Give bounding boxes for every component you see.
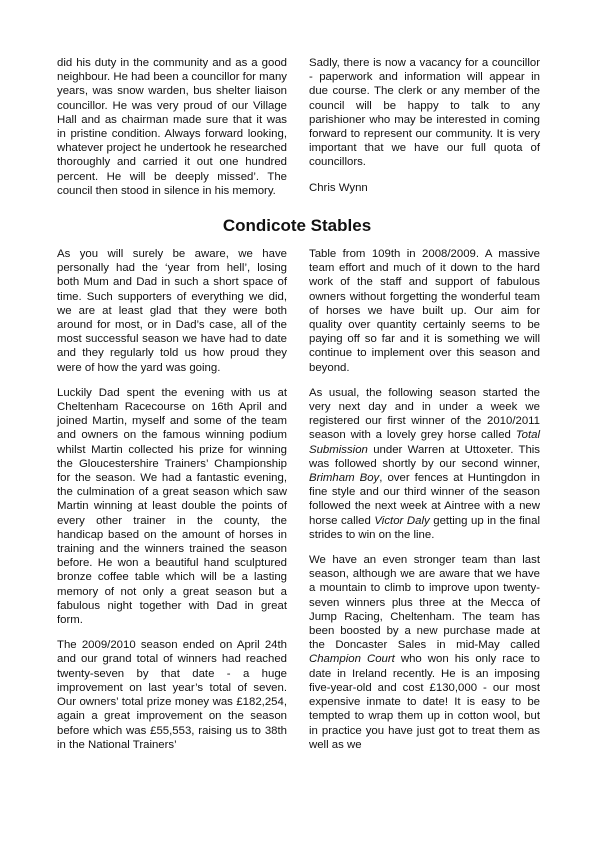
horse-name: Brimham Boy xyxy=(309,472,380,485)
new-season-paragraph: As usual, the following season started the very next day and in under a week we registered our first winner of the 2010/2011 season with a lovely grey horse called Total Submission under Warren at Uttoxeter. This was followed shortly by our second winner, Brimham Boy, over fences at Huntingdon in fine style and our third winner of the season followed the next week at Aintree with a new horse called Victor Daly getting up in the final strides to win on the line. xyxy=(309,386,540,541)
stronger-team-paragraph: We have an even stronger team than last season, although we are aware that we have a mountain to climb to improve upon twenty-seven winners plus three at the Mecca of Jump Racing, Cheltenham. The team has been boosted by a new purchase made at the Doncaster Sales in mid-May called Champion Court who won his only race to date in Ireland recently. He is an imposing five-year-old and cost £130,000 - our most expensive inmate to date! It is easy to be tempted to wrap them up in cotton wool, but in practice you have just got to treat them as well as we xyxy=(309,554,540,751)
horse-name: Champion Court xyxy=(309,653,395,666)
council-tribute-paragraph: did his duty in the community and as a good neighbour. He had been a councillor for many years, was snow warden, bus shelter liaison councillor. He was very proud of our Village Hall and as chairman made sure that it was in pristine condition. Always forward looking, whatever project he undertook he researched thoroughly and carried it out one hundred percent. He will be deeply missed’. The council then stood in silence in his memory. xyxy=(57,57,287,197)
cheltenham-evening-paragraph: Luckily Dad spent the evening with us at Cheltenham Racecourse on 16th April and joined Martin, myself and some of the team and owners on the famous winning podium whilst Martin collected his prize for winning the Gloucestershire Trainers’ Championship for the season. We had a fantastic evening, the culmination of a great season which saw Martin winning at least double the points of every other trainer in the county, the handicap based on the amount of horses in training and the winners trained the season before. He won a beautiful hand sculptured bronze coffee table which will be a lasting memory of not only a great season but a fabulous night together with Dad in great form. xyxy=(57,386,287,627)
season-results-paragraph: The 2009/2010 season ended on April 24th and our grand total of winners had reached twenty-seven by that date - a huge improvement on last year’s total of seven. Our owners’ total prize money was £182,254, again a great improvement on the season before which was £55,553, raising us to 38th in the National Trainers’ xyxy=(57,639,287,751)
horse-name: Total Submission xyxy=(309,429,540,456)
year-from-hell-paragraph: As you will surely be aware, we have personally had the ‘year from hell’, losing both Mum and Dad in such a short space of time. Such supporters of everything we did, we are at least glad that they were both around for most, or in Dad’s case, all of the most successful season we have had to date and they regularly told us how proud they were of how the yard was going. xyxy=(57,248,287,374)
section-heading: Condicote Stables xyxy=(222,216,372,235)
stables-column-right xyxy=(309,247,540,763)
council-article-column-left xyxy=(57,56,287,209)
councillor-vacancy-paragraph: Sadly, there is now a vacancy for a councillor - paperwork and information will appear in due course. The clerk or any member of the council will be happy to talk to any parishioner who may be interested in coming forward to represent our community. It is very important that we have our full quota of councillors. xyxy=(309,57,540,169)
author-signature: Chris Wynn xyxy=(309,181,368,194)
team-effort-paragraph: Table from 109th in 2008/2009. A massive team effort and much of it down to the hard work of the staff and support of fabulous owners without forgetting the wonderful team of horses we have built up. Our aim for quality over quantity certainly seems to be paying off so far and it is something we will continue to implement over this season and beyond. xyxy=(309,248,540,374)
stables-column-left xyxy=(57,247,287,763)
council-article-column-right xyxy=(309,56,540,206)
horse-name: Victor Daly xyxy=(374,514,430,527)
